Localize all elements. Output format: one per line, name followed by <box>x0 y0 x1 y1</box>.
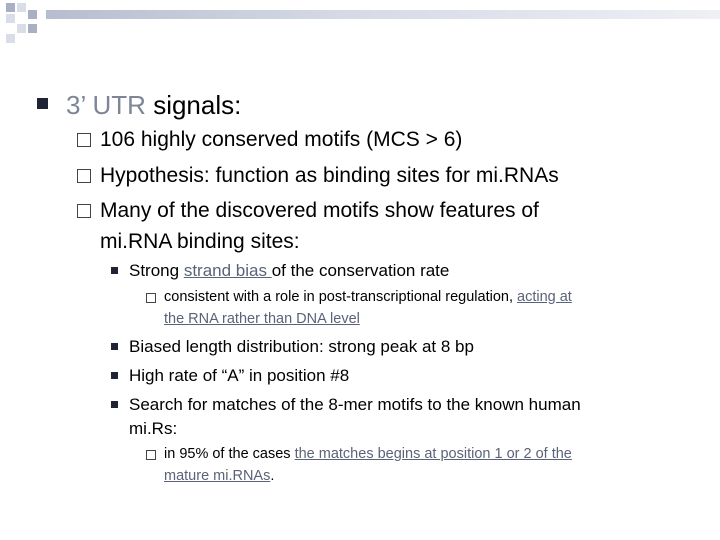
slide-heading <box>66 92 241 118</box>
rna-level-link[interactable]: the RNA rather than DNA level <box>164 311 360 327</box>
detail-matches-line1 <box>164 447 572 462</box>
sub-search-line2: mi.Rs: <box>129 419 178 438</box>
corner-square <box>17 24 26 33</box>
hollow-square-bullet-icon <box>77 169 91 183</box>
sub-length-distribution: Biased length distribution: strong peak at 8 bp <box>129 337 474 356</box>
acting-at-link[interactable]: acting at <box>517 289 572 305</box>
sub-strand-bias-post: of the conservation rate <box>271 261 450 280</box>
detail-regulation-pre: consistent with a role in post-transcriptional regulation, <box>164 289 518 305</box>
item-features-line2: mi.RNA binding sites: <box>100 230 300 253</box>
mature-mirnas-link[interactable]: mature mi.RNAs <box>164 468 271 484</box>
square-bullet-icon <box>37 98 48 109</box>
square-bullet-icon <box>111 267 118 274</box>
sub-search-line1: Search for matches of the 8-mer motifs to the known human <box>129 395 581 414</box>
item-motifs: 106 highly conserved motifs (MCS > 6) <box>100 128 463 151</box>
detail-regulation-line2 <box>164 312 360 327</box>
strand-bias-link[interactable]: strand bias <box>183 261 272 280</box>
heading-prefix: 3’ <box>66 90 86 120</box>
corner-square <box>6 34 15 43</box>
heading-term: UTR <box>92 90 146 120</box>
corner-square <box>17 3 26 12</box>
detail-matches-period: . <box>270 468 275 484</box>
sub-position-rate: High rate of “A” in position #8 <box>129 366 350 385</box>
hollow-square-bullet-icon <box>146 450 156 460</box>
item-hypothesis: Hypothesis: function as binding sites for mi.RNAs <box>100 164 559 187</box>
corner-square <box>6 3 15 12</box>
square-bullet-icon <box>111 343 118 350</box>
hollow-square-bullet-icon <box>77 204 91 218</box>
detail-regulation-line1 <box>164 290 572 305</box>
detail-matches-line2 <box>164 469 274 484</box>
detail-matches-pre: in 95% of the cases <box>164 446 295 462</box>
header-bar <box>46 10 720 19</box>
hollow-square-bullet-icon <box>146 293 156 303</box>
corner-square <box>28 10 37 19</box>
corner-square <box>6 14 15 23</box>
sub-strand-bias <box>129 262 449 279</box>
sub-strand-bias-pre: Strong <box>129 261 184 280</box>
corner-square <box>28 24 37 33</box>
matches-position-link[interactable]: the matches begins at position 1 or 2 of the <box>294 446 572 462</box>
heading-suffix: signals: <box>153 90 242 120</box>
hollow-square-bullet-icon <box>77 133 91 147</box>
square-bullet-icon <box>111 372 118 379</box>
square-bullet-icon <box>111 401 118 408</box>
item-features-line1: Many of the discovered motifs show features of <box>100 199 539 222</box>
